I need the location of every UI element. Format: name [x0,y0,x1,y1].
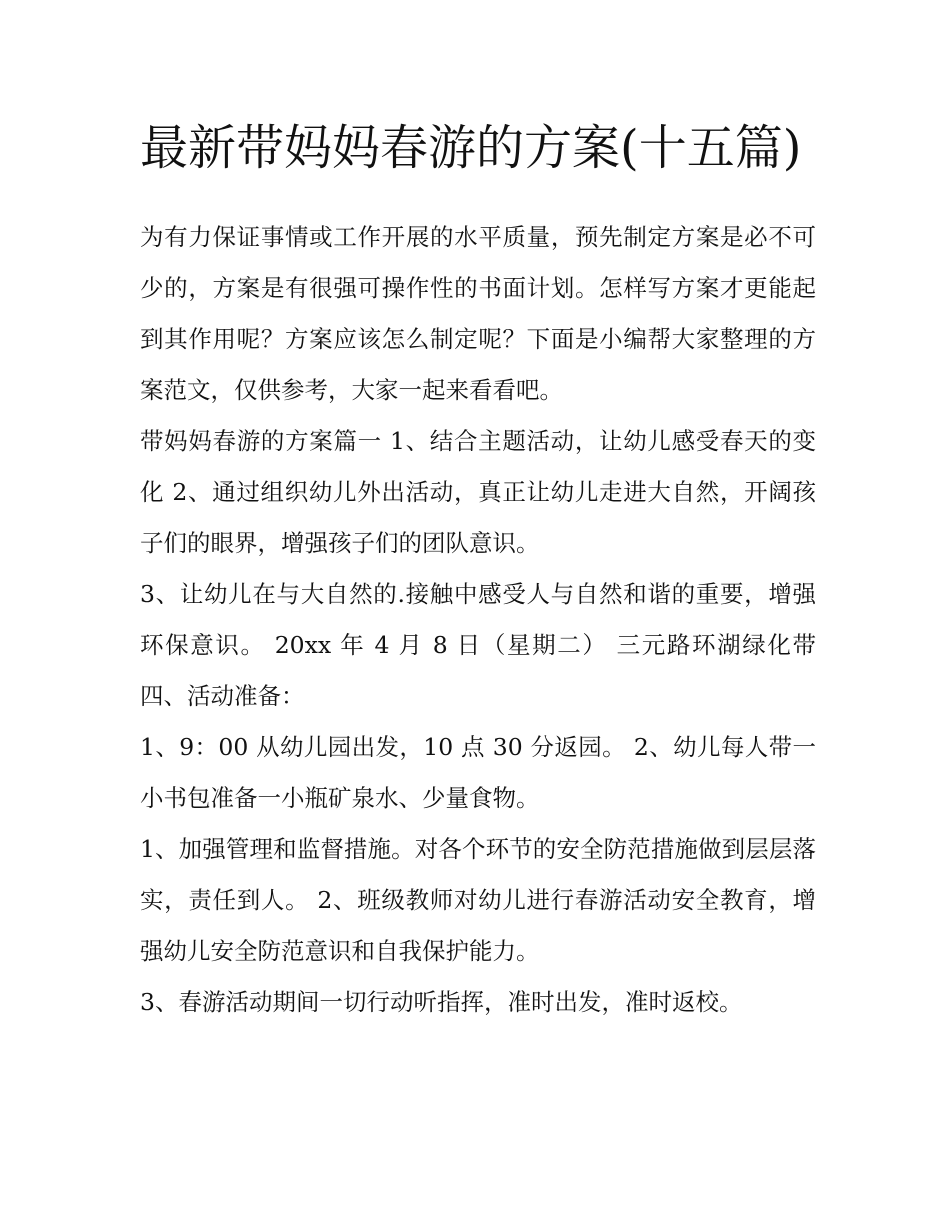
paragraph-intro: 为有力保证事情或工作开展的水平质量，预先制定方案是必不可少的，方案是有很强可操作性的书面计划。怎样写方案才更能起到其作用呢？方案应该怎么制定呢？下面是小编帮大家整理的方案范文，仅供参考，大家一起来看看吧。 [140,223,816,404]
paragraph-rules: 3、春游活动期间一切行动听指挥，准时出发，准时返校。 [140,988,743,1016]
paragraph-goals: 带妈妈春游的方案篇一 1、结合主题活动，让幼儿感受春天的变化 2、通过组织幼儿外出活动，真正让幼儿走进大自然，开阔孩子们的眼界，增强孩子们的团队意识。 [140,427,816,557]
paragraph-schedule: 1、9：00 从幼儿园出发，10 点 30 分返园。 2、幼儿每人带一小书包准备一小瓶矿泉水、少量食物。 [140,733,816,812]
document-body [140,112,816,1028]
paragraph-safety: 1、加强管理和监督措施。对各个环节的安全防范措施做到层层落实，责任到人。 2、班级教师对幼儿进行春游活动安全教育，增强幼儿安全防范意识和自我保护能力。 [140,835,816,965]
document-title: 最新带妈妈春游的方案(十五篇) [140,120,802,176]
paragraph-time-place: 3、让幼儿在与大自然的.接触中感受人与自然和谐的重要，增强环保意识。 20xx 年 4 月 8 日（星期二） 三元路环湖绿化带 四、活动准备： [140,580,816,710]
